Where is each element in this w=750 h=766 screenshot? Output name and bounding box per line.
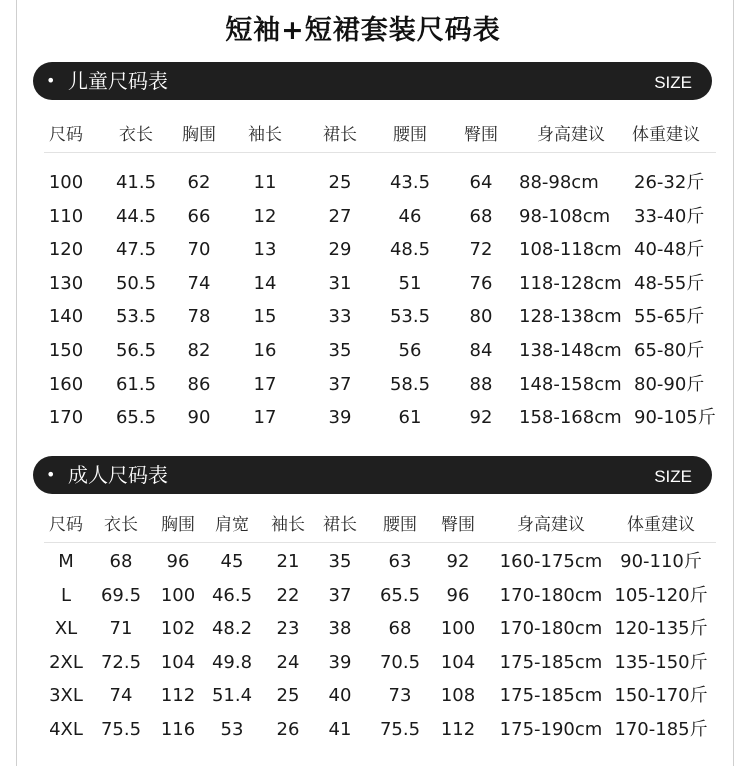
table-cell: 66 — [187, 205, 211, 227]
table-cell: 175-185cm — [499, 685, 603, 707]
table-cell: 56.5 — [115, 339, 157, 361]
table-cell: 71 — [109, 618, 133, 640]
adult-section-title: 成人尺码表 — [68, 463, 168, 487]
table-row — [44, 545, 716, 579]
adult-header-cell: 袖长 — [271, 515, 305, 535]
table-cell: 112 — [160, 685, 196, 707]
table-cell: 56 — [398, 339, 422, 361]
table-cell: 50.5 — [115, 272, 157, 294]
table-cell: 100 — [48, 172, 84, 193]
table-cell: 75.5 — [100, 718, 142, 740]
table-cell: 78 — [187, 306, 211, 328]
table-cell: 130 — [48, 272, 84, 294]
adult-section-header — [33, 456, 712, 494]
adult-header-cell: 衣长 — [104, 515, 138, 535]
kids-header-cell: 腰围 — [393, 125, 427, 145]
table-cell: 17 — [253, 373, 277, 395]
table-cell: 14 — [253, 272, 277, 294]
table-cell: 86 — [187, 373, 211, 395]
table-cell: 40 — [328, 685, 352, 707]
table-cell: 26 — [276, 718, 300, 740]
table-cell: 11 — [253, 172, 277, 193]
table-row — [44, 646, 716, 680]
table-row — [44, 233, 716, 267]
table-cell: 68 — [388, 618, 412, 640]
table-cell: 63 — [388, 551, 412, 572]
kids-header-cell: 体重建议 — [632, 125, 700, 145]
table-cell: 90 — [187, 407, 211, 429]
table-cell: 160 — [48, 373, 84, 395]
table-cell: 96 — [446, 584, 470, 606]
table-cell: 48.2 — [211, 618, 253, 640]
table-cell: 120 — [48, 239, 84, 261]
kids-size-label: SIZE — [654, 73, 692, 92]
adult-header-cell: 臀围 — [441, 515, 475, 535]
table-cell: 112 — [440, 718, 476, 740]
table-cell: 108-118cm — [519, 239, 622, 261]
table-row — [44, 166, 716, 200]
table-cell: 35 — [328, 551, 352, 572]
table-cell: 70 — [187, 239, 211, 261]
table-cell: 55-65斤 — [634, 306, 705, 328]
table-cell: 140 — [48, 306, 84, 328]
table-cell: 23 — [276, 618, 300, 640]
table-cell: 128-138cm — [519, 306, 622, 328]
kids-table-header — [44, 118, 716, 153]
table-row — [44, 300, 716, 334]
table-cell: 37 — [328, 584, 352, 606]
table-cell: 175-190cm — [499, 718, 603, 740]
kids-header-cell: 裙长 — [323, 125, 357, 145]
adult-header-cell: 体重建议 — [627, 515, 695, 535]
table-cell: 72.5 — [100, 651, 142, 673]
table-cell: 118-128cm — [519, 272, 622, 294]
table-cell: 160-175cm — [499, 551, 603, 572]
table-cell: 68 — [109, 551, 133, 572]
table-cell: 61.5 — [115, 373, 157, 395]
table-row — [44, 200, 716, 234]
table-row — [44, 368, 716, 402]
table-cell: 88 — [469, 373, 493, 395]
table-cell: 108 — [440, 685, 476, 707]
table-row — [44, 401, 716, 435]
table-cell: 49.8 — [211, 651, 253, 673]
table-cell: 40-48斤 — [634, 239, 705, 261]
table-cell: L — [60, 584, 72, 606]
table-cell: 120-135斤 — [614, 618, 708, 640]
table-cell: 13 — [253, 239, 277, 261]
table-cell: 90-105斤 — [634, 407, 716, 429]
table-cell: 51 — [398, 272, 422, 294]
table-cell: 47.5 — [115, 239, 157, 261]
table-cell: 62 — [187, 172, 211, 193]
table-cell: 135-150斤 — [614, 651, 708, 673]
table-row — [44, 713, 716, 747]
bullet-icon: • — [46, 465, 56, 484]
table-cell: 37 — [328, 373, 352, 395]
kids-section-header — [33, 62, 712, 100]
table-cell: 158-168cm — [519, 407, 622, 429]
adult-header-cell: 肩宽 — [215, 515, 249, 535]
table-cell: 170 — [48, 407, 84, 429]
table-cell: 105-120斤 — [614, 584, 708, 606]
table-cell: 53.5 — [115, 306, 157, 328]
table-cell: 51.4 — [211, 685, 253, 707]
kids-header-cell: 胸围 — [182, 125, 216, 145]
table-cell: M — [58, 551, 74, 572]
table-cell: 90-110斤 — [620, 551, 702, 572]
adult-size-table — [44, 508, 716, 747]
table-cell: 100 — [440, 618, 476, 640]
table-cell: 170-180cm — [499, 618, 603, 640]
table-cell: 150 — [48, 339, 84, 361]
table-cell: 53 — [220, 718, 244, 740]
table-cell: 70.5 — [379, 651, 421, 673]
adult-table-header — [44, 508, 716, 543]
table-cell: 27 — [328, 205, 352, 227]
table-cell: 170-185斤 — [614, 718, 708, 740]
table-cell: 116 — [160, 718, 196, 740]
table-cell: 65.5 — [115, 407, 157, 429]
table-cell: 25 — [328, 172, 352, 193]
table-cell: 104 — [440, 651, 476, 673]
table-cell: 58.5 — [389, 373, 431, 395]
table-cell: 102 — [160, 618, 196, 640]
table-cell: 35 — [328, 339, 352, 361]
table-cell: 45 — [220, 551, 244, 572]
table-cell: 39 — [328, 407, 352, 429]
table-cell: 92 — [446, 551, 470, 572]
table-cell: 33 — [328, 306, 352, 328]
table-cell: 26-32斤 — [634, 172, 705, 193]
table-row — [44, 579, 716, 613]
right-border — [733, 0, 734, 766]
table-cell: 74 — [187, 272, 211, 294]
adult-header-cell: 腰围 — [383, 515, 417, 535]
table-cell: 73 — [388, 685, 412, 707]
table-cell: 104 — [160, 651, 196, 673]
kids-header-cell: 身高建议 — [537, 125, 605, 145]
table-cell: 88-98cm — [519, 172, 599, 193]
table-cell: 98-108cm — [519, 205, 611, 227]
table-cell: 29 — [328, 239, 352, 261]
table-cell: 76 — [469, 272, 493, 294]
table-cell: 3XL — [49, 685, 83, 707]
table-cell: 41.5 — [115, 172, 157, 193]
table-cell: 17 — [253, 407, 277, 429]
kids-header-cell: 衣长 — [119, 125, 153, 145]
table-cell: 92 — [469, 407, 493, 429]
table-cell: 33-40斤 — [634, 205, 705, 227]
adult-size-label: SIZE — [654, 467, 692, 486]
adult-header-cell: 胸围 — [161, 515, 195, 535]
table-cell: 12 — [253, 205, 277, 227]
table-cell: 21 — [276, 551, 300, 572]
table-cell: 72 — [469, 239, 493, 261]
table-cell: 82 — [187, 339, 211, 361]
kids-section-title: 儿童尺码表 — [68, 69, 168, 93]
table-cell: 138-148cm — [519, 339, 622, 361]
left-border — [16, 0, 17, 766]
table-cell: 31 — [328, 272, 352, 294]
table-cell: 65.5 — [379, 584, 421, 606]
table-row — [44, 334, 716, 368]
table-cell: 2XL — [49, 651, 83, 673]
table-cell: 53.5 — [389, 306, 431, 328]
table-cell: 148-158cm — [519, 373, 622, 395]
table-cell: 4XL — [49, 718, 83, 740]
table-cell: 16 — [253, 339, 277, 361]
table-cell: 61 — [398, 407, 422, 429]
table-cell: 75.5 — [379, 718, 421, 740]
table-cell: 80 — [469, 306, 493, 328]
table-cell: 15 — [253, 306, 277, 328]
table-cell: 65-80斤 — [634, 339, 705, 361]
table-cell: 43.5 — [389, 172, 431, 193]
table-cell: 80-90斤 — [634, 373, 705, 395]
adult-header-cell: 尺码 — [49, 515, 83, 535]
table-cell: 38 — [328, 618, 352, 640]
table-cell: 74 — [109, 685, 133, 707]
table-cell: 170-180cm — [499, 584, 603, 606]
table-cell: 68 — [469, 205, 493, 227]
table-cell: 39 — [328, 651, 352, 673]
table-cell: 64 — [469, 172, 493, 193]
bullet-icon: • — [46, 71, 56, 90]
table-cell: XL — [54, 618, 78, 640]
table-cell: 84 — [469, 339, 493, 361]
table-cell: 46.5 — [211, 584, 253, 606]
kids-header-cell: 袖长 — [248, 125, 282, 145]
table-cell: 175-185cm — [499, 651, 603, 673]
table-cell: 48-55斤 — [634, 272, 705, 294]
kids-header-cell: 尺码 — [49, 125, 83, 145]
table-row — [44, 267, 716, 301]
table-cell: 96 — [166, 551, 190, 572]
adult-header-cell: 身高建议 — [517, 515, 585, 535]
table-cell: 41 — [328, 718, 352, 740]
adult-header-cell: 裙长 — [323, 515, 357, 535]
table-cell: 48.5 — [389, 239, 431, 261]
kids-size-table — [44, 118, 716, 435]
table-cell: 25 — [276, 685, 300, 707]
table-row — [44, 679, 716, 713]
table-cell: 44.5 — [115, 205, 157, 227]
table-row — [44, 612, 716, 646]
table-cell: 110 — [48, 205, 84, 227]
table-cell: 100 — [160, 584, 196, 606]
table-cell: 22 — [276, 584, 300, 606]
table-cell: 24 — [276, 651, 300, 673]
kids-header-cell: 臀围 — [464, 125, 498, 145]
page-title: 短袖+短裙套装尺码表 — [225, 15, 501, 46]
table-cell: 69.5 — [100, 584, 142, 606]
table-cell: 46 — [398, 205, 422, 227]
table-cell: 150-170斤 — [614, 685, 708, 707]
